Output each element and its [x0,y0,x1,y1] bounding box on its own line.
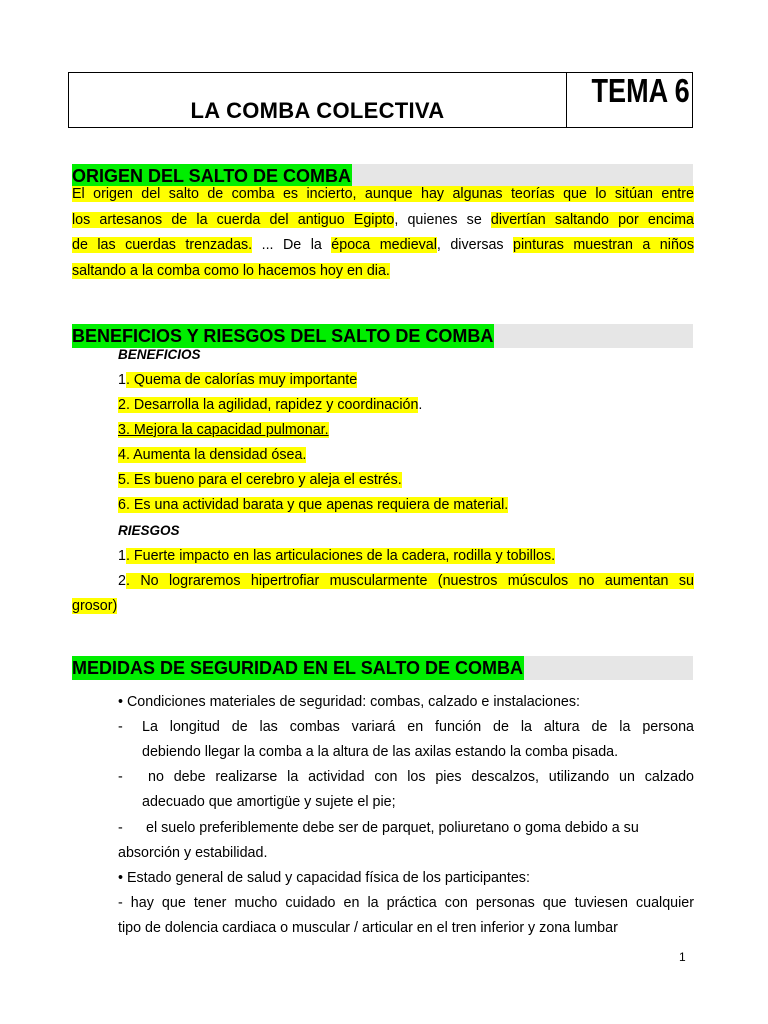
origen-line-2 [72,208,694,234]
section-heading-medidas-text: MEDIDAS DE SEGURIDAD EN EL SALTO DE COMBA [72,658,524,678]
beneficio-item-5 [118,470,402,490]
medidas-dash-2: - [118,769,123,785]
medidas-line-4: no debe realizarse la actividad con los pies descalzos, utilizando un calzado [148,769,694,785]
section-heading-medidas [72,656,693,680]
origen-line-1 [72,182,694,208]
riesgo-item-1 [118,546,555,566]
page-number: 1 [679,950,686,964]
origen-paragraph [72,182,694,284]
origen-text-2a: los artesanos de la cuerda del antiguo Egipto [72,211,395,228]
beneficio-item-1-num: 1 [118,372,126,388]
riesgo-item-2-cont-text: grosor) [72,598,118,614]
riesgo-item-2 [118,571,694,591]
beneficio-item-1-text: . Quema de calorías muy importante [125,372,358,388]
riesgo-item-2-num: 2 [118,573,126,589]
medidas-line-2: La longitud de las combas variará en función de la altura de la persona [142,719,694,735]
origen-text-3e: pinturas muestran a niños [513,237,694,254]
medidas-line-6: el suelo preferiblemente debe ser de parquet, poliuretano o goma debido a su [146,820,639,836]
origen-text-2c: divertían saltando por encima [490,211,694,228]
riesgo-item-2-cont [72,596,117,616]
tema-label: TEMA 6 [591,72,690,109]
medidas-line-5: adecuado que amortigüe y sujete el pie; [142,794,396,810]
beneficio-item-3-text: 3. Mejora la capacidad pulmonar. [118,422,329,438]
beneficio-item-3 [118,420,329,440]
medidas-line-9: - hay que tener mucho cuidado en la práctica con personas que tuviesen cualquier [118,895,694,911]
medidas-dash-3: - [118,820,123,836]
title-box [68,72,693,128]
beneficio-item-2 [118,395,422,415]
medidas-line-8: • Estado general de salud y capacidad física de los participantes: [118,870,530,886]
section-heading-origen-text: ORIGEN DEL SALTO DE COMBA [72,166,352,186]
origen-text-3d: , diversas [436,237,514,254]
origen-text-1: El origen del salto de comba es incierto, aunque hay algunas teorías que lo sitúan entre [72,186,694,202]
section-heading-beneficios [72,324,693,348]
riesgo-item-1-num: 1 [118,548,126,564]
section-heading-beneficios-text: BENEFICIOS Y RIESGOS DEL SALTO DE COMBA [72,326,494,346]
medidas-line-7: absorción y estabilidad. [118,845,268,861]
beneficio-item-5-text: 5. Es bueno para el cerebro y aleja el estrés. [118,472,402,488]
beneficio-item-1 [118,370,357,390]
beneficio-item-6-text: 6. Es una actividad barata y que apenas requiera de material. [118,497,509,513]
beneficio-item-6 [118,495,508,515]
origen-text-2b: , quienes se [394,211,491,228]
origen-text-3c: época medieval [331,237,437,254]
origen-line-3 [72,233,694,259]
medidas-line-10: tipo de dolencia cardiaca o muscular / articular en el tren inferior y zona lumbar [118,920,618,936]
subheading-beneficios: BENEFICIOS [118,347,201,362]
beneficio-item-4-text: 4. Aumenta la densidad ósea. [118,447,307,463]
riesgo-item-1-text: . Fuerte impacto en las articulaciones de la cadera, rodilla y tobillos. [125,548,556,564]
riesgo-item-2-text: . No lograremos hipertrofiar muscularmente (nuestros músculos no aumentan su [125,573,694,589]
origen-text-4: saltando a la comba como lo hacemos hoy en dia. [72,262,390,279]
origen-text-3b: ... De la [252,237,332,254]
medidas-line-1: • Condiciones materiales de seguridad: combas, calzado e instalaciones: [118,694,580,710]
medidas-line-3: debiendo llegar la comba a la altura de las axilas estando la comba pisada. [142,744,619,760]
beneficio-item-4 [118,445,306,465]
beneficio-item-2-tail: . [418,397,423,413]
beneficio-item-2-text: 2. Desarrolla la agilidad, rapidez y coordinación [118,397,419,413]
origen-text-3a: de las cuerdas trenzadas. [72,237,253,254]
medidas-dash-1: - [118,719,123,735]
document-title: LA COMBA COLECTIVA [69,73,567,127]
origen-line-4 [72,259,694,285]
subheading-riesgos: RIESGOS [118,523,180,538]
